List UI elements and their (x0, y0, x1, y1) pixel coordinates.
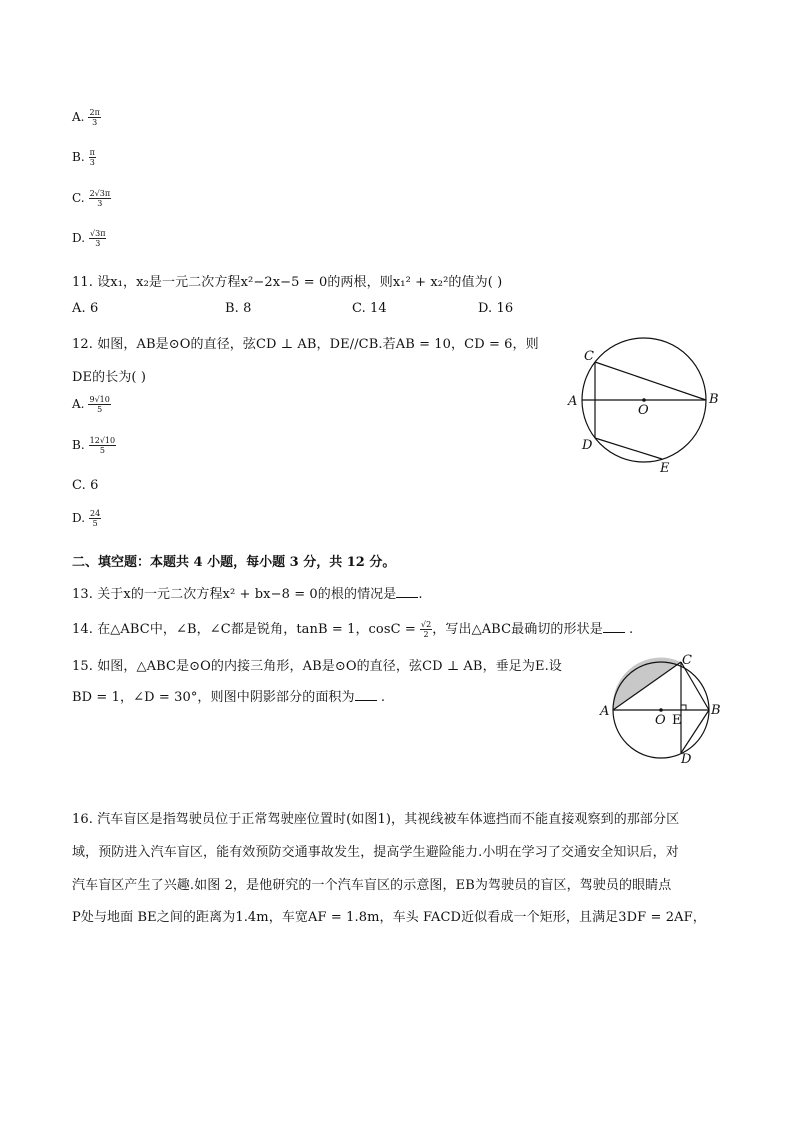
q14-text: 14. 在△ABC中，∠B，∠C都是锐角，tanB = 1，cosC = $\frac{√2}{2}$ ，写出△ABC最确切的形状是 . (72, 620, 634, 639)
q13-answer-blank[interactable] (396, 587, 418, 598)
q11-option-d: D. 16 (478, 301, 514, 316)
q12-option-b: B. $\frac{12√10}{5}$ (72, 436, 116, 455)
q15-circle-figure (595, 650, 725, 768)
q15-label-e: E (672, 713, 682, 728)
q10-option-d: D. $\frac{√3\pi}{3}$ (72, 229, 106, 248)
q15-line1: 15. 如图，△ABC是⊙O的内接三角形，AB是⊙O的直径，弦CD ⊥ AB，垂足为E.设 (72, 659, 562, 674)
q15-line2: BD = 1，∠D = 30°，则图中阴影部分的面积为 . (72, 690, 386, 705)
q12-option-c: C. 6 (72, 478, 99, 493)
q12-circle-figure (560, 335, 730, 475)
q13-text: 13. 关于x的一元二次方程x² + bx−8 = 0的根的情况是 . (72, 587, 423, 602)
q12-label-d: D (582, 438, 593, 453)
q14-answer-blank[interactable] (603, 622, 625, 633)
q12-label-a: A (568, 394, 578, 409)
q12-option-d: D. $\frac{24}{5}$ (72, 509, 101, 528)
q15-label-c: C (682, 653, 692, 668)
q12-label-c: C (584, 349, 594, 364)
q11-option-a: A. 6 (72, 301, 99, 316)
q15-answer-blank[interactable] (355, 690, 377, 701)
q11-text: 11. 设x₁，x₂是一元二次方程x²−2x−5 = 0的两根，则x₁² + x₂²的值为( ) (72, 275, 503, 290)
q10-option-a: A. $\frac{2\pi}{3}$ (72, 108, 100, 127)
section-fill-in-title: 二、填空题：本题共 4 小题，每小题 3 分，共 12 分。 (72, 555, 396, 570)
q12-label-o: O (638, 403, 649, 418)
q10-option-b: B. $\frac{\pi}{3}$ (72, 148, 95, 167)
q12-label-b: B (709, 392, 719, 407)
q15-label-d: D (681, 752, 692, 767)
q16-line4: P处与地面 BE之间的距离为1.4m，车宽AF = 1.8m，车头 FACD近似看成一个矩形，且满足3DF = 2AF， (72, 910, 706, 925)
q15-label-a: A (600, 704, 610, 719)
q12-label-e: E (660, 461, 670, 475)
q16-line2: 域，预防进入汽车盲区，能有效预防交通事故发生，提高学生避险能力.小明在学习了交通安全知识后，对 (72, 845, 679, 860)
q12-line2: DE的长为( ) (72, 370, 146, 385)
q15-label-b: B (711, 703, 721, 718)
q11-option-b: B. 8 (225, 301, 252, 316)
q16-line3: 汽车盲区产生了兴趣.如图 2，是他研究的一个汽车盲区的示意图，EB为驾驶员的盲区，驾驶员的眼睛点 (72, 878, 672, 893)
q12-line1: 12. 如图，AB是⊙O的直径，弦CD ⊥ AB，DE//CB.若AB = 10，CD = 6，则 (72, 337, 539, 352)
q12-option-a: A. $\frac{9√10}{5}$ (72, 395, 110, 414)
q15-label-o: O (655, 713, 666, 728)
q16-line1: 16. 汽车盲区是指驾驶员位于正常驾驶座位置时(如图1)，其视线被车体遮挡而不能直接观察到的那部分区 (72, 812, 680, 827)
q11-option-c: C. 14 (352, 301, 387, 316)
q10-option-c: C. $\frac{2√3\pi}{3}$ (72, 189, 111, 208)
